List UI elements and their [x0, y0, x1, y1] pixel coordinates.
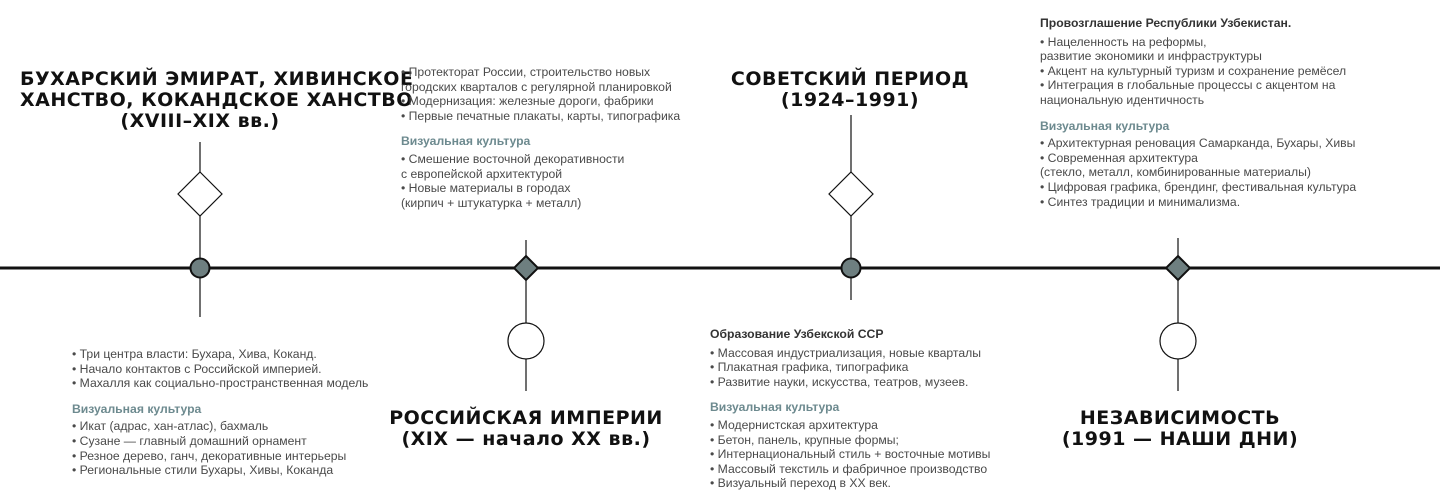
- visual-bullet-item: • Региональные стили Бухары, Хивы, Коканда: [72, 463, 334, 478]
- visual-culture-label: Визуальная культура: [72, 401, 202, 416]
- bullet-item: • Плакатная графика, типографика: [710, 360, 909, 375]
- bullet-item: • Массовая индустриализация, новые кварталы: [710, 345, 981, 360]
- timeline-marker-diamond-icon: [514, 256, 538, 280]
- title-line: СОВЕТСКИЙ ПЕРИОД: [730, 68, 970, 90]
- visual-bullet-item: • Синтез традиции и минимализма.: [1040, 194, 1241, 209]
- period-title-independence: [1030, 408, 1330, 450]
- visual-bullet-item: • Современная архитектура: [1040, 150, 1198, 165]
- title-line: РОССИЙСКАЯ ИМПЕРИИ: [389, 407, 663, 429]
- visual-bullet-item: • Сузане — главный домашний орнамент: [72, 433, 307, 448]
- visual-bullet-item: • Бетон, панель, крупные формы;: [710, 432, 899, 447]
- timeline-marker-circle-icon: [191, 259, 210, 278]
- period-description-independence: [1040, 16, 1356, 209]
- visual-bullet-item: • Интернациональный стиль + восточные мотивы: [710, 447, 991, 462]
- title-line: ХАНСТВО, КОКАНДСКОЕ ХАНСТВО: [20, 89, 413, 111]
- visual-bullet-item: (стекло, металл, комбинированные материалы): [1040, 165, 1311, 180]
- visual-bullet-item: • Архитектурная реновация Самарканда, Бухары, Хивы: [1040, 136, 1356, 151]
- outline-diamond-icon: [829, 172, 873, 216]
- outline-diamond-icon: [178, 172, 222, 216]
- bullet-item: городских кварталов с регулярной планировкой: [401, 79, 672, 94]
- visual-bullet-item: • Цифровая графика, брендинг, фестивальная культура: [1040, 179, 1357, 194]
- title-line: (1924–1991): [780, 89, 920, 111]
- visual-culture-label: Визуальная культура: [710, 400, 840, 415]
- bullet-item: • Первые печатные плакаты, карты, типографика: [401, 108, 681, 123]
- timeline-marker-circle-icon: [842, 259, 861, 278]
- period-title-soviet: [700, 69, 1000, 111]
- visual-bullet-item: • Резное дерево, ганч, декоративные интерьеры: [72, 448, 347, 463]
- bullet-item: развитие экономики и инфраструктуры: [1040, 49, 1262, 64]
- visual-bullet-item: • Визуальный переход в XX век.: [710, 476, 891, 491]
- visual-bullet-item: • Модернистская архитектура: [710, 417, 878, 432]
- bullet-item: • Махалля как социально-пространственная модель: [72, 376, 369, 391]
- bullet-item: • Нацеленность на реформы,: [1040, 34, 1207, 49]
- bullet-item: • Акцент на культурный туризм и сохранение ремёсел: [1040, 63, 1347, 78]
- bullet-item: • Модернизация: железные дороги, фабрики: [401, 94, 654, 109]
- period-description-russian: [401, 65, 680, 210]
- visual-bullet-item: с европейской архитектурой: [401, 166, 563, 181]
- outline-circle-icon: [508, 323, 544, 359]
- bullet-item: • Протекторат России, строительство новых: [401, 65, 651, 79]
- title-line: (XVIII–XIX вв.): [120, 110, 280, 132]
- visual-bullet-item: • Смешение восточной декоративности: [401, 151, 625, 166]
- outline-circle-icon: [1160, 323, 1196, 359]
- period-title-russian: [376, 408, 676, 450]
- visual-bullet-item: • Массовый текстиль и фабричное производство: [710, 461, 988, 476]
- title-line: (1991 — НАШИ ДНИ): [1061, 428, 1299, 450]
- visual-culture-label: Визуальная культура: [1040, 118, 1170, 133]
- period-description-emirate: [72, 347, 368, 478]
- bullet-item: • Интеграция в глобальные процессы с акцентом на: [1040, 78, 1336, 93]
- title-line: БУХАРСКИЙ ЭМИРАТ, ХИВИНСКОЕ: [20, 68, 414, 90]
- bullet-item: национальную идентичность: [1040, 92, 1205, 107]
- visual-bullet-item: • Икат (адрас, хан-атлас), бахмаль: [72, 419, 269, 434]
- visual-culture-label: Визуальная культура: [401, 134, 531, 149]
- bullet-item: • Развитие науки, искусства, театров, музеев.: [710, 374, 969, 389]
- bullet-item: • Начало контактов с Российской империей.: [72, 361, 322, 376]
- period-heading: Провозглашение Республики Узбекистан.: [1040, 16, 1292, 30]
- period-title-emirate: [20, 68, 414, 132]
- period-description-soviet: [710, 327, 990, 491]
- period-heading: Образование Узбекской ССР: [710, 327, 884, 341]
- visual-bullet-item: (кирпич + штукатурка + металл): [401, 195, 582, 210]
- timeline-marker-diamond-icon: [1166, 256, 1190, 280]
- bullet-item: • Три центра власти: Бухара, Хива, Коканд.: [72, 347, 317, 361]
- title-line: НЕЗАВИСИМОСТЬ: [1079, 407, 1281, 429]
- title-line: (XIX — начало XX вв.): [401, 428, 651, 450]
- visual-bullet-item: • Новые материалы в городах: [401, 181, 571, 196]
